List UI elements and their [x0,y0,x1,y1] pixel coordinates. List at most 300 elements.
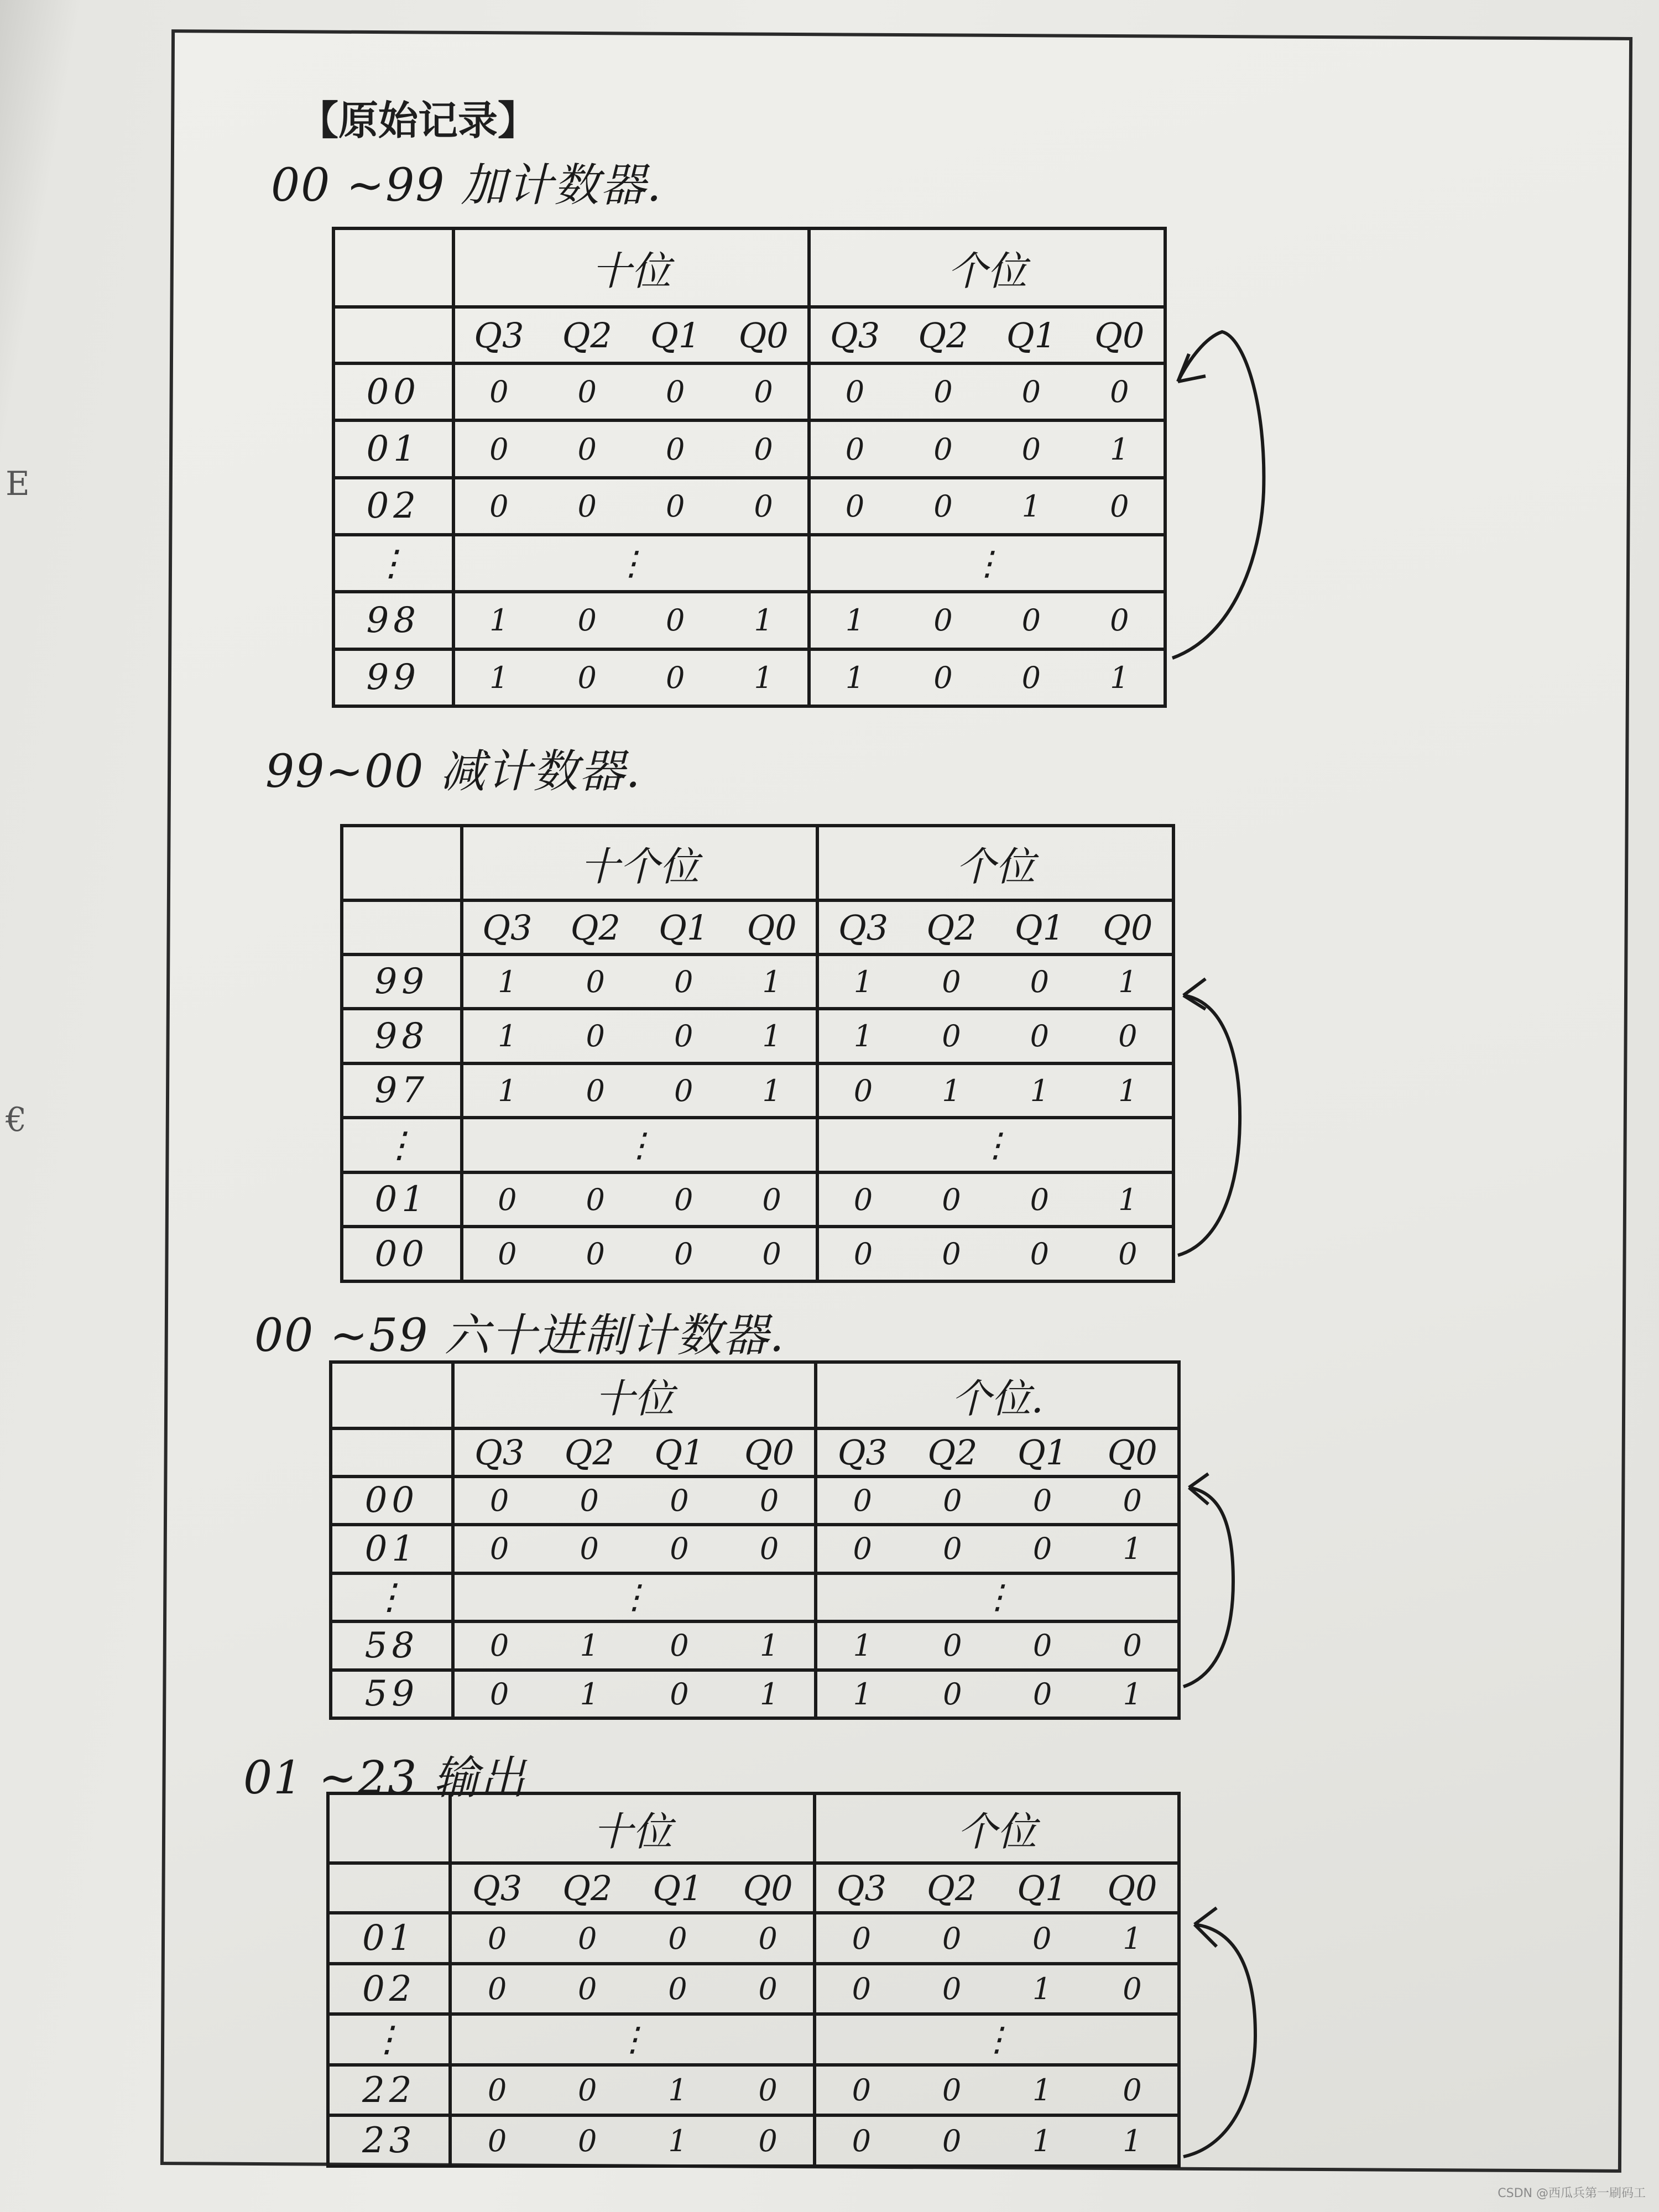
bit-header: Q1 [1006,315,1056,356]
row-label: 00 [333,363,453,420]
bit-value: 0 [586,964,605,999]
bit-group [463,964,816,999]
bit-header: Q2 [926,1867,977,1908]
bit-value: 0 [487,2123,507,2158]
bit-group [455,660,808,695]
bit-value: 0 [852,2123,871,2158]
truth-table [332,227,1167,708]
table-row [331,1525,1179,1573]
bit-header: Q0 [743,1867,793,1908]
bit-value: 0 [942,964,961,999]
bit-value: 0 [1030,1019,1050,1054]
table-row [342,1009,1173,1063]
row-label: 01 [331,1525,453,1573]
bit-value: 1 [498,964,517,999]
ellipsis-cell: ⋮ [809,535,1165,592]
bit-value: 1 [1032,2123,1052,2158]
bit-group [455,603,808,638]
loop-arrow-icon [1178,1908,1261,2162]
units-bits [809,363,1165,420]
bit-value: 1 [853,1676,872,1712]
bit-value: 0 [1123,1971,1142,2007]
bit-value: 0 [487,1971,507,2007]
table-row [328,1913,1179,1964]
bit-value: 0 [586,1073,605,1108]
units-bits [815,1964,1179,2015]
tens-bit-headers [450,1863,815,1913]
bit-value: 0 [845,431,865,467]
bit-value: 1 [668,2123,687,2158]
bit-value: 0 [942,1019,961,1054]
table-row [328,1964,1179,2015]
ellipsis-cell: ⋮ [816,1573,1179,1621]
tens-bits [462,1172,818,1227]
units-bit-headers [809,307,1165,363]
table-row [333,649,1165,706]
bit-header-row [331,1428,1179,1476]
bit-header-group [819,907,1172,948]
tens-bits [462,1009,818,1063]
units-header: 个位. [816,1362,1179,1428]
bit-value: 0 [668,1921,687,1956]
bit-value: 0 [674,1237,693,1272]
bit-header: Q1 [1014,907,1065,948]
bit-value: 0 [1110,374,1129,410]
bit-value: 1 [853,1019,873,1054]
truth-table [329,1360,1181,1720]
tens-bits [450,2115,815,2166]
bit-value: 0 [758,2073,778,2108]
bit-value: 0 [1123,1483,1142,1518]
tens-bits [450,1913,815,1964]
bit-value: 1 [1123,1676,1142,1712]
bit-value: 0 [670,1483,689,1518]
bit-group [452,2073,813,2107]
bit-header: Q2 [570,907,620,948]
table-row [328,2115,1179,2166]
bit-value: 0 [498,1237,517,1272]
bit-value: 0 [759,1531,779,1567]
corner-cell [333,307,453,363]
bit-value: 1 [1032,1971,1052,2007]
group-header-row [328,1793,1179,1863]
tens-bits [453,592,810,649]
units-bits [816,1477,1179,1525]
table-row [342,1227,1173,1281]
bit-value: 1 [762,1073,781,1108]
bit-header: Q3 [482,907,533,948]
bit-value: 0 [586,1237,605,1272]
bit-group [452,2124,813,2158]
bit-header: Q1 [650,315,701,356]
bit-value: 0 [489,1628,509,1663]
bit-value: 0 [1030,964,1050,999]
bit-value: 0 [1021,660,1041,695]
units-bits [817,1227,1173,1281]
bit-value: 0 [577,431,597,467]
units-bits [815,2065,1179,2116]
bit-value: 0 [580,1483,599,1518]
bit-value: 0 [489,431,509,467]
bit-group [816,2073,1177,2107]
bit-header: Q1 [1017,1432,1068,1473]
row-label: 97 [342,1063,462,1118]
group-header-row [333,228,1165,307]
bit-value: 0 [665,431,685,467]
bit-value: 0 [1030,1237,1050,1272]
row-label: 99 [342,954,462,1009]
bit-value: 0 [1118,1237,1138,1272]
bit-header: Q3 [836,1867,886,1908]
bit-header-row [333,307,1165,363]
bit-value: 0 [1110,603,1129,638]
section-title: 99~00 减计数器. [265,745,641,798]
corner-cell [342,826,462,900]
bit-header: Q2 [562,1867,613,1908]
bit-value: 1 [1021,488,1041,524]
bit-header-group [816,1868,1177,1908]
bit-header: Q2 [562,315,612,356]
tens-bits [450,1964,815,2015]
bit-value: 1 [1110,431,1129,467]
tens-header: 十位 [450,1793,815,1863]
bit-value: 0 [943,1676,962,1712]
bit-value: 0 [754,374,773,410]
table-row [342,954,1173,1009]
bit-value: 0 [933,431,953,467]
bit-header: Q3 [474,315,524,356]
bit-group [455,489,808,524]
bit-group [455,1483,815,1518]
bit-value: 1 [1123,1921,1142,1956]
bit-group [463,1237,816,1271]
ellipsis-cell: ⋮ [450,2014,815,2065]
table-row [331,1477,1179,1525]
table-row [342,1172,1173,1227]
bit-value: 0 [933,660,953,695]
bit-value: 0 [578,1971,597,2007]
tens-bit-headers [453,307,810,363]
bit-header: Q3 [474,1432,525,1473]
bit-header-group [455,1432,815,1473]
bit-value: 0 [578,1921,597,1956]
bit-value: 1 [1030,1073,1050,1108]
row-label: 02 [333,478,453,535]
tens-bits [453,1670,816,1718]
bit-header: Q1 [1017,1867,1067,1908]
bit-header: Q3 [837,1432,888,1473]
ellipsis-cell: ⋮ [817,1118,1173,1172]
table-row [333,592,1165,649]
corner-cell [331,1362,453,1428]
bit-header-group [817,1432,1177,1473]
tens-bits [453,1525,816,1573]
bit-value: 0 [487,1921,507,1956]
bit-header: Q0 [747,907,797,948]
bit-value: 0 [762,1182,781,1217]
bit-value: 1 [759,1676,779,1712]
bit-value: 0 [577,603,597,638]
bit-value: 1 [1123,1531,1142,1567]
margin-mark: E [6,465,30,503]
bit-value: 0 [754,488,773,524]
units-bits [815,1913,1179,1964]
row-label: ⋮ [333,535,453,592]
units-bits [815,2115,1179,2166]
bit-value: 0 [933,374,953,410]
bit-value: 0 [577,660,597,695]
bit-value: 0 [586,1182,605,1217]
bit-header-group [452,1868,813,1908]
corner-cell [328,1863,450,1913]
bit-value: 0 [489,1676,509,1712]
bit-group [455,432,808,467]
tens-bits [453,420,810,477]
corner-cell [333,228,453,307]
bit-value: 0 [674,1182,693,1217]
bit-value: 0 [580,1531,599,1567]
bit-group [811,432,1164,467]
bit-value: 1 [845,660,865,695]
bit-value: 1 [853,1628,872,1663]
bit-value: 0 [845,374,865,410]
bit-value: 0 [577,374,597,410]
section-title: 00 ~59 六十进制计数器. [254,1310,785,1362]
bit-value: 0 [943,1531,962,1567]
bit-value: 0 [670,1531,689,1567]
bit-value: 0 [942,1237,961,1272]
tens-bits [453,1621,816,1670]
bit-value: 0 [1021,374,1041,410]
row-label: 01 [333,420,453,477]
units-header: 个位 [809,228,1165,307]
bit-value: 1 [845,603,865,638]
tens-bits [453,363,810,420]
bit-group [811,489,1164,524]
bit-value: 1 [498,1019,517,1054]
bit-header: Q0 [744,1432,795,1473]
tens-bit-headers [453,1428,816,1476]
bit-value: 1 [1118,1182,1138,1217]
row-label: 00 [342,1227,462,1281]
bit-group [811,603,1164,638]
bit-value: 0 [933,488,953,524]
bit-header: Q2 [918,315,968,356]
section-title: 00 ~99 加计数器. [271,159,662,212]
bit-value: 0 [853,1073,873,1108]
row-label: 98 [333,592,453,649]
tens-bits [453,1477,816,1525]
table-row [328,2014,1179,2065]
bit-value: 0 [942,1182,961,1217]
bit-value: 1 [1123,2123,1142,2158]
bit-group [817,1677,1177,1712]
bit-group [455,1531,815,1566]
bit-value: 0 [1021,431,1041,467]
ellipsis-cell: ⋮ [453,1573,816,1621]
bit-value: 0 [489,488,509,524]
bit-value: 1 [759,1628,779,1663]
tens-bits [462,954,818,1009]
bit-value: 0 [845,488,865,524]
bit-header: Q3 [472,1867,523,1908]
bit-value: 0 [942,2073,962,2108]
units-bits [809,649,1165,706]
units-bits [816,1621,1179,1670]
bit-header: Q1 [659,907,709,948]
units-header: 个位 [817,826,1173,900]
bit-group [817,1531,1177,1566]
bit-value: 1 [580,1676,599,1712]
bit-value: 0 [489,374,509,410]
bit-value: 0 [759,1483,779,1518]
bit-value: 0 [498,1182,517,1217]
row-label: ⋮ [331,1573,453,1621]
bit-header: Q0 [1107,1867,1157,1908]
bit-value: 1 [1118,964,1138,999]
units-bits [817,1063,1173,1118]
bit-group [816,1971,1177,2006]
bit-value: 0 [578,2123,597,2158]
bit-value: 0 [670,1628,689,1663]
bit-value: 0 [578,2073,597,2108]
bit-value: 0 [1021,603,1041,638]
bit-value: 0 [852,1921,871,1956]
bit-value: 0 [586,1019,605,1054]
row-label: 01 [328,1913,450,1964]
bit-value: 0 [577,488,597,524]
bit-value: 1 [668,2073,687,2108]
table-row [342,1118,1173,1172]
bit-group [811,660,1164,695]
bit-value: 0 [674,1073,693,1108]
bit-value: 0 [853,1483,872,1518]
bit-value: 0 [933,603,953,638]
row-label: 22 [328,2065,450,2116]
loop-arrow-icon [1172,984,1244,1261]
bit-value: 1 [853,964,873,999]
bit-group [816,1921,1177,1956]
section-title: 01 ~23 输出 [243,1752,526,1804]
bit-value: 0 [1032,1676,1052,1712]
bit-value: 0 [852,1971,871,2007]
bit-value: 1 [754,660,773,695]
corner-cell [328,1793,450,1863]
bit-value: 0 [665,488,685,524]
bit-group [817,1483,1177,1518]
units-bits [816,1525,1179,1573]
corner-cell [331,1428,453,1476]
bit-value: 0 [853,1531,872,1567]
bit-value: 0 [665,374,685,410]
bit-value: 0 [758,1921,778,1956]
bit-value: 1 [1118,1073,1138,1108]
bit-value: 1 [762,964,781,999]
bit-header-group [455,315,808,356]
bit-value: 1 [762,1019,781,1054]
bit-value: 1 [489,603,509,638]
bit-value: 0 [487,2073,507,2108]
watermark: CSDN @西瓜兵第一刷码工 [1498,2187,1646,2200]
truth-table [340,824,1175,1283]
units-bits [817,954,1173,1009]
loop-arrow-icon [1167,326,1266,680]
bit-group [819,1182,1172,1217]
margin-mark: € [6,1100,27,1139]
units-bits [816,1670,1179,1718]
tens-header: 十个位 [462,826,818,900]
row-label: ⋮ [342,1118,462,1172]
units-bits [817,1172,1173,1227]
bit-group [819,1019,1172,1053]
bit-value: 0 [489,1531,509,1567]
row-label: 02 [328,1964,450,2015]
row-label: 23 [328,2115,450,2166]
bit-value: 1 [754,603,773,638]
units-bit-headers [817,900,1173,954]
group-header-row [331,1362,1179,1428]
bit-value: 0 [1032,1483,1052,1518]
bit-value: 0 [852,2073,871,2108]
bit-group [811,374,1164,409]
bit-header-row [342,900,1173,954]
bit-header: Q0 [1094,315,1145,356]
bit-value: 0 [489,1483,509,1518]
bit-group [816,2124,1177,2158]
bit-group [455,1677,815,1712]
bit-value: 0 [942,2123,962,2158]
bit-header: Q3 [838,907,889,948]
units-bit-headers [815,1863,1179,1913]
bit-value: 0 [853,1237,873,1272]
tens-bits [462,1063,818,1118]
bit-value: 1 [1110,660,1129,695]
bit-header: Q0 [1103,907,1153,948]
bit-value: 0 [853,1182,873,1217]
row-label: 99 [333,649,453,706]
bit-header: Q1 [653,1867,703,1908]
tens-bits [450,2065,815,2116]
bit-value: 0 [670,1676,689,1712]
bit-group [463,1182,816,1217]
bit-group [819,1237,1172,1271]
bit-value: 1 [942,1073,961,1108]
bit-value: 0 [754,431,773,467]
units-header: 个位 [815,1793,1179,1863]
bit-value: 0 [758,1971,778,2007]
bit-header: Q0 [738,315,789,356]
table-row [331,1573,1179,1621]
bit-value: 0 [943,1483,962,1518]
bit-header: Q1 [654,1432,705,1473]
bit-value: 0 [943,1628,962,1663]
table-row [333,535,1165,592]
ellipsis-cell: ⋮ [453,535,810,592]
bit-group [463,1073,816,1108]
bit-header-group [463,907,816,948]
bit-value: 0 [665,660,685,695]
bit-value: 0 [942,1971,962,2007]
record-header: 【原始记录】 [299,97,538,144]
bit-group [455,374,808,409]
units-bits [809,592,1165,649]
corner-cell [342,900,462,954]
bit-group [452,1971,813,2006]
row-label: 01 [342,1172,462,1227]
bit-header: Q3 [830,315,880,356]
bit-value: 1 [498,1073,517,1108]
bit-value: 0 [758,2123,778,2158]
